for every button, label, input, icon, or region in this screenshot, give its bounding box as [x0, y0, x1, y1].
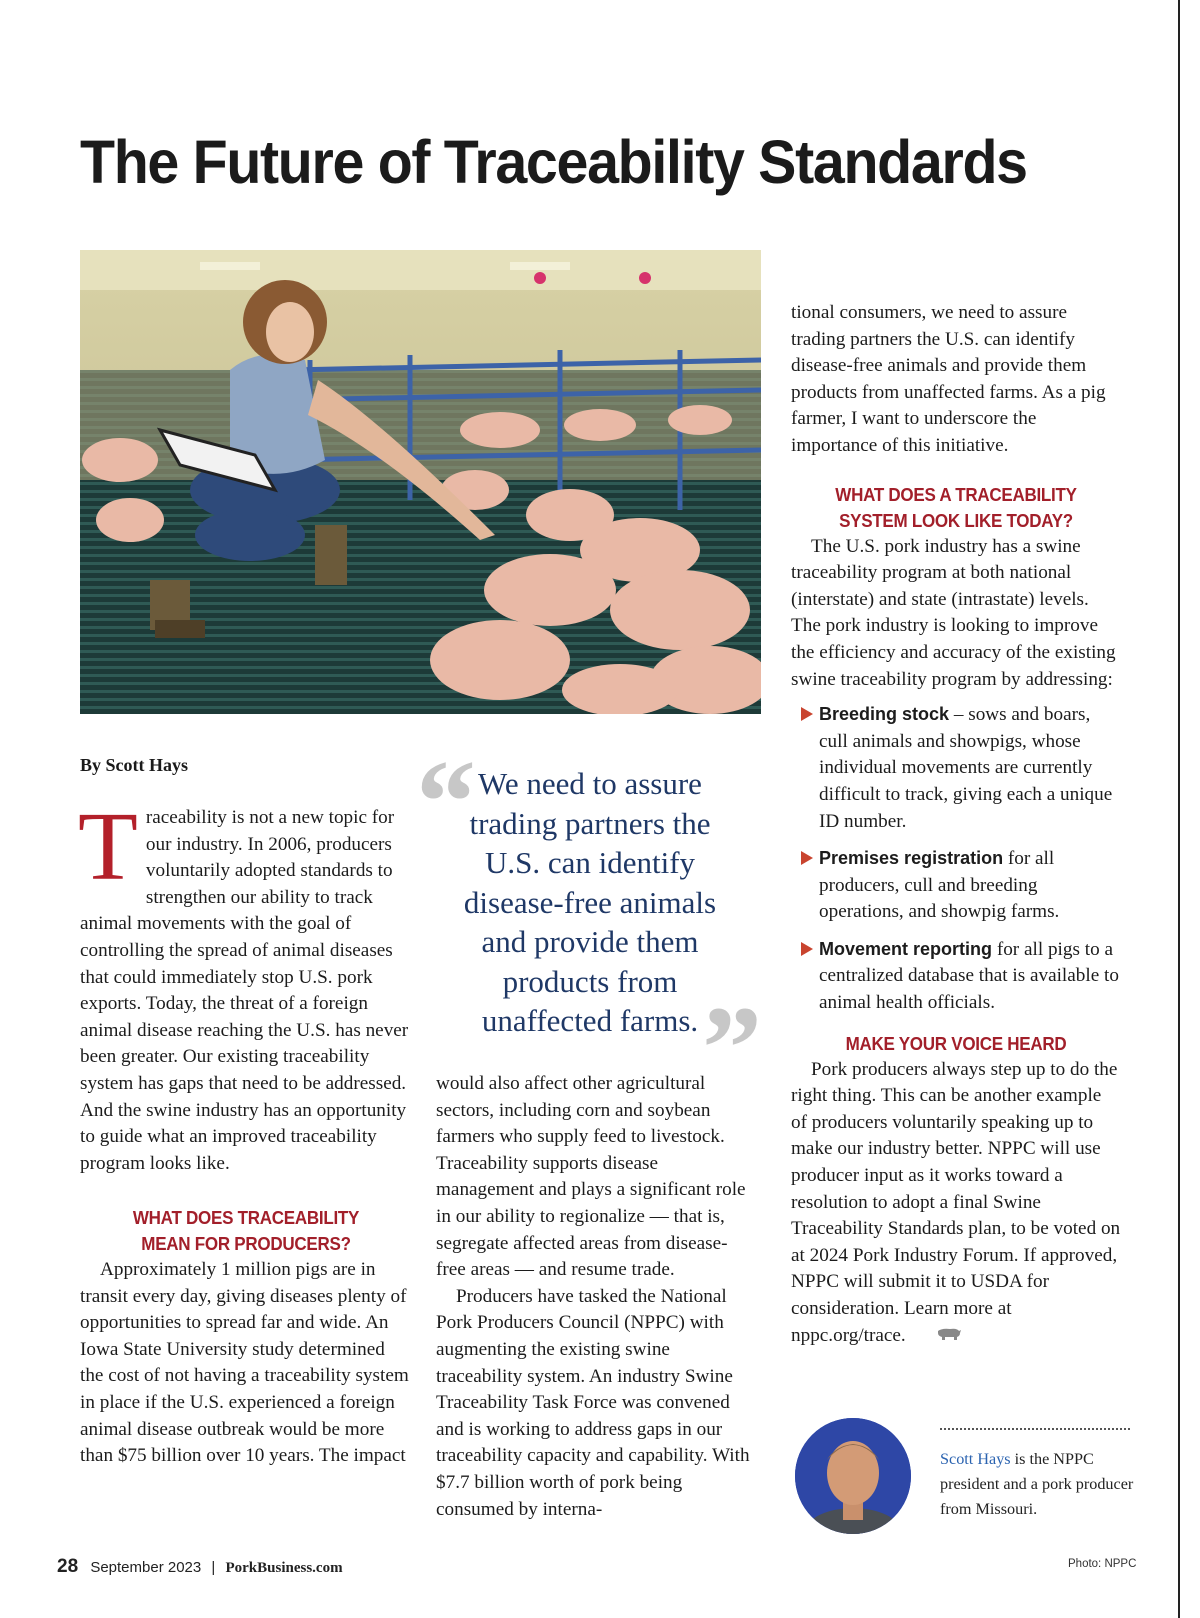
author-bio	[940, 1447, 1140, 1522]
intro-paragraph: raceability is not a new topic for our industry. In 2006, producers voluntarily adopted standards to strengthen our ability to track animal movements with the goal of controlling the spread of animal diseases that could immediately stop U.S. pork exports. Today, the threat of a foreign animal disease reaching the U.S. has never been greater. Our existing traceability system has gaps that need to be addressed. And the swine industry has an opportunity to guide what an improved traceability program looks like.	[80, 807, 409, 1174]
section1-paragraph: Approximately 1 million pigs are in transit every day, giving diseases plenty of opportunities to spread far and wide. An Iowa State University study determined the cost of not having a traceability system in place if the U.S. experienced a foreign animal disease outbreak would be more than $75 billion over 10 years. The impact	[80, 1259, 409, 1467]
footer-separator: |	[211, 1559, 216, 1576]
article-photo	[80, 250, 761, 714]
pull-quote: We need to assure trading partners the U.S. can identify disease-free animals and provide them products from unaffected farms.	[463, 766, 717, 1038]
middle-paragraph-2: Producers have tasked the National Pork Producers Council (NPPC) with augmenting the existing swine traceability system. An industry Swine Traceability Task Force was convened and is working to address gaps in our traceability capacity and capability. With $7.7 billion worth of pork being consumed by interna-	[436, 1285, 750, 1520]
author-name: Scott Hays	[940, 1450, 1011, 1468]
section3-heading: MAKE YOUR VOICE HEARD	[845, 1032, 1067, 1054]
section1-heading-line1: WHAT DOES TRACEABILITY	[132, 1207, 360, 1228]
right-column	[791, 300, 1121, 1349]
middle-column	[436, 1071, 756, 1523]
page-number: 28	[57, 1556, 79, 1577]
bullet-list	[791, 701, 1121, 1017]
section3-paragraph	[791, 1057, 1121, 1350]
intro-column	[78, 793, 412, 1177]
drop-cap: T	[78, 793, 138, 901]
photo-credit: Photo: NPPC	[1068, 1558, 1137, 1570]
bio-divider	[940, 1428, 1130, 1430]
close-quote-mark: ”	[702, 981, 762, 1114]
pig-icon	[916, 1323, 962, 1350]
section1-heading-line2: MEAN FOR PRODUCERS?	[141, 1233, 351, 1254]
triangle-bullet-icon	[801, 851, 813, 865]
byline: By Scott Hays	[80, 755, 188, 775]
section2-heading-line2: SYSTEM LOOK LIKE TODAY?	[839, 509, 1073, 531]
bullet-text: for all pigs to a centralized database that is available to animal health officials.	[819, 938, 1119, 1014]
section2-paragraph: The U.S. pork industry has a swine traceability program at both national (interstate) and state (intrastate) levels. The pork industry is looking to improve the efficiency and accuracy of the existing swine traceability program by addressing:	[791, 535, 1116, 690]
section2-heading	[804, 482, 1108, 534]
triangle-bullet-icon	[801, 707, 813, 721]
issue-date: September 2023	[90, 1559, 202, 1576]
bullet-bold: Premises registration	[819, 848, 1004, 869]
bullet-item	[791, 845, 1121, 926]
section3-text: Pork producers always step up to do the right thing. This can be another example of producers voluntarily speaking up to make our industry better. NPPC will use producer input as it works toward a resolution to adopt a final Swine Traceability Standards plan, to be voted on at 2024 Pork Industry Forum. If approved, NPPC will submit it to USDA for consideration. Learn more at nppc.org/trace.	[791, 1058, 1121, 1346]
bullet-item	[791, 936, 1121, 1017]
page-edge-rule	[1178, 0, 1180, 1618]
bullet-text: – sows and boars, cull animals and showpigs, whose individual movements are currently difficult to track, giving each a unique ID number.	[819, 704, 1113, 832]
bullet-text: for all producers, cull and breeding operations, and showpig farms.	[819, 848, 1060, 923]
middle-paragraph-1: would also affect other agricultural sectors, including corn and soybean farmers who supply feed to livestock. Traceability supports disease management and plays a significant role in our ability to regionalize — that is, segregate affected areas from disease-free areas — and resume trade.	[436, 1073, 746, 1281]
author-bio-text: is the NPPC president and a pork producer from Missouri.	[940, 1450, 1134, 1518]
page-footer	[57, 1556, 343, 1578]
bullet-bold: Movement reporting	[819, 938, 993, 959]
author-photo	[795, 1418, 911, 1534]
bullet-item	[791, 701, 1121, 835]
triangle-bullet-icon	[801, 942, 813, 956]
open-quote-mark: “	[416, 735, 476, 868]
section1-heading	[93, 1205, 398, 1257]
right-paragraph-1: tional consumers, we need to assure trading partners the U.S. can identify disease-free animals and provide them products from unaffected farms. As a pig farmer, I want to underscore the importance of this initiative.	[791, 302, 1106, 456]
bullet-bold: Breeding stock	[819, 704, 950, 725]
site-name: PorkBusiness.com	[225, 1560, 343, 1576]
article-title: The Future of Traceability Standards	[80, 128, 1027, 196]
section1-column	[80, 1205, 412, 1470]
section2-heading-line1: WHAT DOES A TRACEABILITY	[835, 483, 1077, 505]
